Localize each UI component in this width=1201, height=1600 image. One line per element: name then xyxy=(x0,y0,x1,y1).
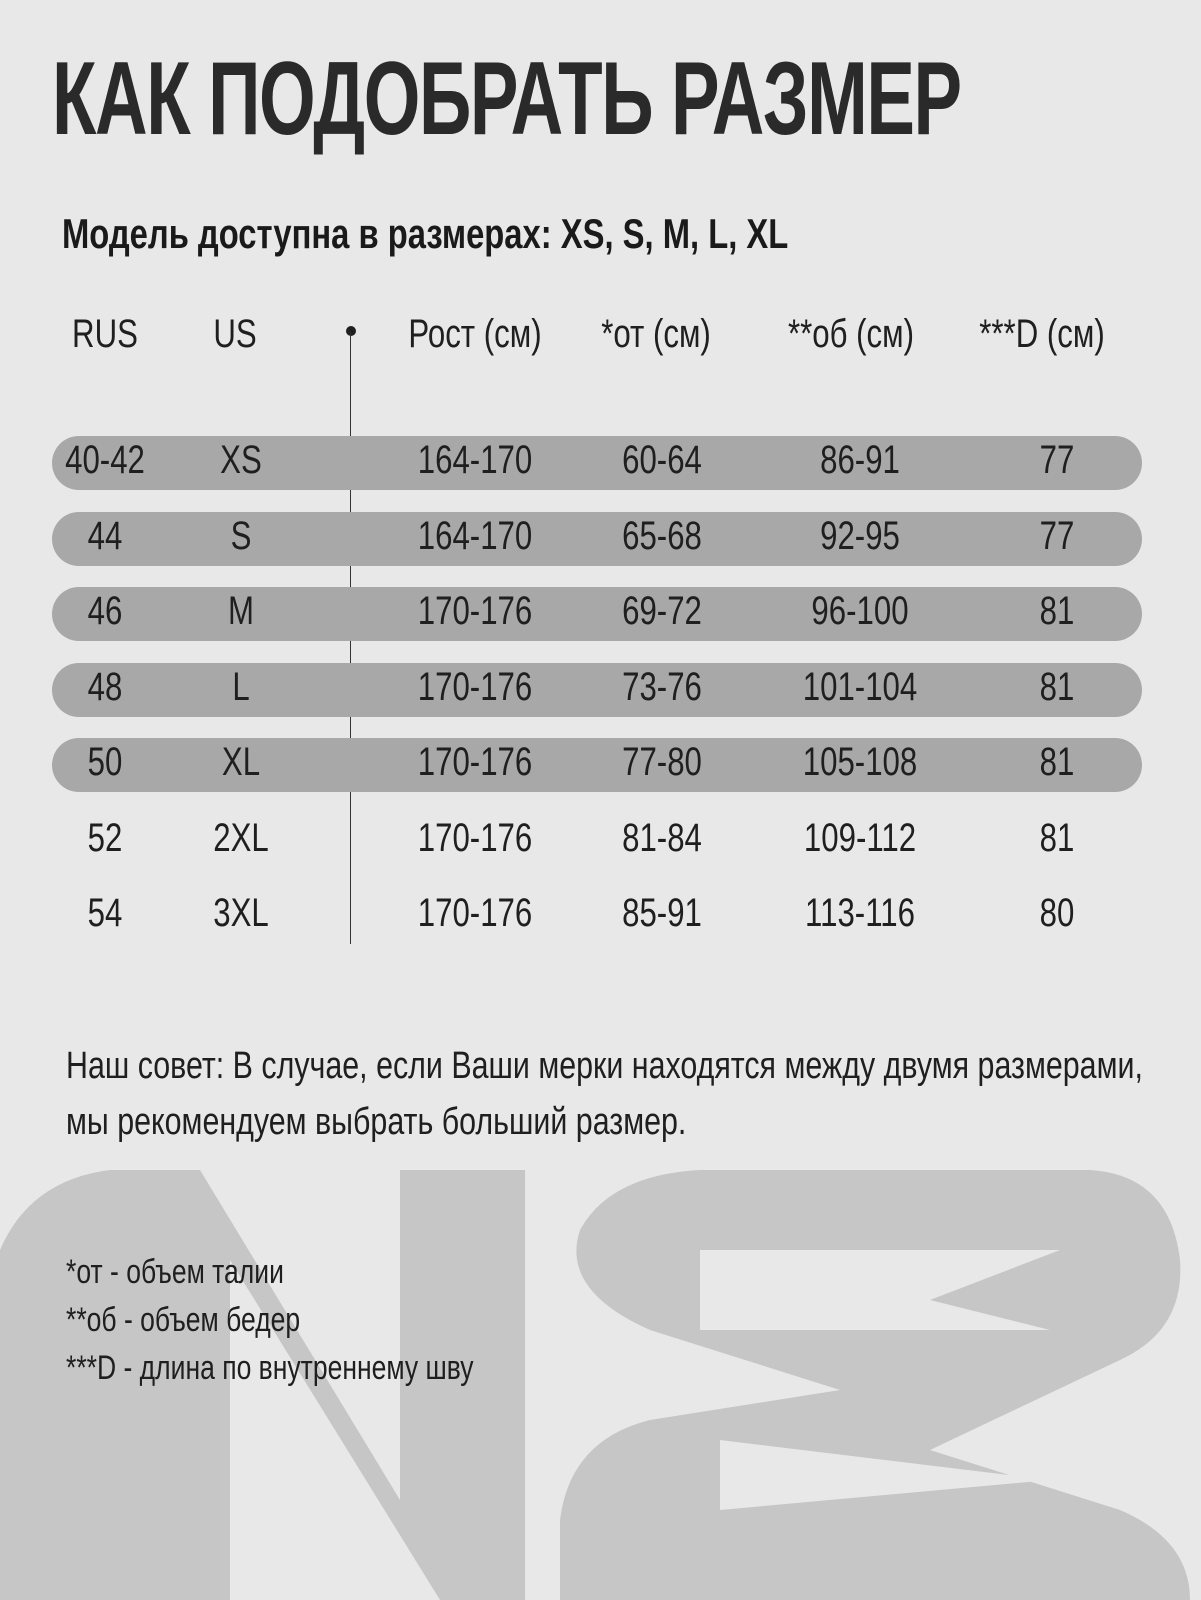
cell-height: 164-170 xyxy=(417,438,533,482)
cell-hips: 96-100 xyxy=(811,589,909,633)
cell-inseam: 81 xyxy=(1039,664,1075,709)
advice-text xyxy=(66,1038,1143,1150)
cell-height: 170-176 xyxy=(417,589,533,633)
cell-inseam: 81 xyxy=(1039,815,1075,860)
cell-inseam: 77 xyxy=(1039,513,1075,558)
cell-us: XS xyxy=(220,438,262,482)
header-hips: **об (см) xyxy=(787,312,914,356)
cell-hips: 109-112 xyxy=(803,815,917,860)
cell-waist: 77-80 xyxy=(622,740,702,784)
cell-rus: 48 xyxy=(87,664,123,709)
cell-inseam: 81 xyxy=(1039,740,1075,784)
cell-us: L xyxy=(232,664,250,709)
available-sizes: Модель доступна в размерах: XS, S, M, L, XL xyxy=(62,210,789,257)
header-us: US xyxy=(213,312,257,356)
cell-rus: 40-42 xyxy=(65,438,145,482)
cell-rus: 52 xyxy=(87,815,123,860)
cell-rus: 44 xyxy=(87,513,123,558)
cell-hips: 92-95 xyxy=(820,513,900,558)
footnote-inseam: ***D - длина по внутреннему шву xyxy=(66,1349,474,1387)
cell-waist: 69-72 xyxy=(622,589,702,633)
cell-waist: 60-64 xyxy=(622,438,702,482)
header-rus: RUS xyxy=(72,312,138,356)
cell-height: 164-170 xyxy=(417,513,533,558)
cell-rus: 50 xyxy=(87,740,123,784)
cell-waist: 73-76 xyxy=(622,664,702,709)
cell-height: 170-176 xyxy=(417,664,533,709)
footnote-waist: *от - объем талии xyxy=(66,1253,284,1291)
advice-line-1: Наш совет: В случае, если Ваши мерки находятся между двумя размерами, xyxy=(66,1045,1143,1087)
header-waist: *от (см) xyxy=(601,312,711,356)
cell-inseam: 77 xyxy=(1039,438,1075,482)
cell-hips: 86-91 xyxy=(820,438,900,482)
cell-inseam: 80 xyxy=(1039,891,1075,935)
divider-dot xyxy=(346,326,356,336)
page-title: КАК ПОДОБРАТЬ РАЗМЕР xyxy=(52,41,961,157)
cell-hips: 113-116 xyxy=(805,891,915,935)
cell-waist: 85-91 xyxy=(622,891,702,935)
cell-height: 170-176 xyxy=(417,815,533,860)
cell-rus: 54 xyxy=(87,891,123,935)
cell-us: 3XL xyxy=(213,891,269,935)
header-inseam: ***D (см) xyxy=(979,312,1105,356)
cell-waist: 81-84 xyxy=(622,815,702,860)
cell-us: XL xyxy=(221,740,261,784)
cell-rus: 46 xyxy=(87,589,123,633)
footnote-hips: **об - объем бедер xyxy=(66,1301,301,1339)
cell-height: 170-176 xyxy=(417,740,533,784)
cell-waist: 65-68 xyxy=(622,513,702,558)
cell-us: M xyxy=(227,589,254,633)
cell-us: S xyxy=(230,513,252,558)
cell-inseam: 81 xyxy=(1039,589,1075,633)
cell-height: 170-176 xyxy=(417,891,533,935)
cell-us: 2XL xyxy=(213,815,269,860)
cell-hips: 105-108 xyxy=(802,740,918,784)
footnotes xyxy=(66,1248,474,1392)
advice-line-2: мы рекомендуем выбрать больший размер. xyxy=(66,1101,687,1143)
cell-hips: 101-104 xyxy=(802,664,918,709)
header-height: Рост (см) xyxy=(408,312,542,356)
